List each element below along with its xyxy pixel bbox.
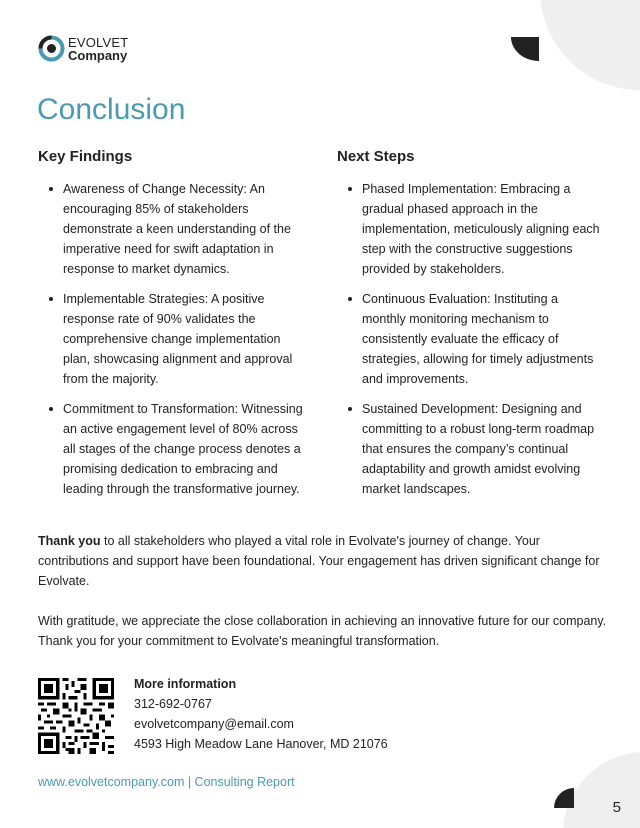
thank-you-paragraph (38, 531, 608, 591)
footer-text: www.evolvetcompany.com | Consulting Report (38, 775, 295, 789)
contact-heading: More information (134, 677, 237, 691)
page-title: Conclusion (37, 93, 186, 126)
logo-name-line1: EVOLVET (68, 34, 129, 50)
contact-email: evolvetcompany@email.com (134, 717, 294, 731)
key-findings-list (38, 179, 306, 499)
key-findings-section (38, 147, 306, 509)
next-step-item: Continuous Evaluation: Instituting a monthly monitoring mechanism to consistently evaluate the efficacy of strategies, allowing for timely adjustments and improvements. (337, 289, 605, 389)
contact-address: 4593 High Meadow Lane Hanover, MD 21076 (134, 737, 388, 751)
next-step-item: Sustained Development: Designing and committing to a robust long-term roadmap that ensures the company’s continual adaptability and growth amidst evolving market landscapes. (337, 399, 605, 499)
page-number: 5 (612, 799, 621, 816)
logo-ring-icon (38, 35, 65, 62)
qr-code (38, 678, 114, 754)
logo-name-line2: Company (68, 47, 128, 63)
thank-you-text: to all stakeholders who played a vital role in Evolvate's journey of change. Your contributions and support have been foundational. Your engagement has driven significant change for Evolvate. (38, 534, 600, 588)
next-step-item: Phased Implementation: Embracing a gradual phased approach in the implementation, meticulously aligning each step with the constructive suggestions provided by stakeholders. (337, 179, 605, 279)
next-steps-list (337, 179, 605, 499)
logo-text (68, 36, 128, 62)
key-finding-item: Awareness of Change Necessity: An encouraging 85% of stakeholders demonstrate a keen understanding of the imperative need for swift adaptation in response to market dynamics. (38, 179, 306, 279)
key-finding-item: Commitment to Transformation: Witnessing an active engagement level of 80% across all stages of the change process denotes a promising dedication to embracing and leading through the transformative journey. (38, 399, 306, 499)
decorative-shape-top (460, 0, 640, 90)
thank-you-bold: Thank you (38, 534, 101, 548)
contact-info (134, 674, 388, 754)
next-steps-section (337, 147, 605, 509)
next-steps-heading: Next Steps (337, 148, 415, 165)
contact-phone: 312-692-0767 (134, 697, 212, 711)
key-finding-item: Implementable Strategies: A positive response rate of 90% validates the comprehensive change implementation plan, showcasing alignment and approval from the majority. (38, 289, 306, 389)
gratitude-paragraph: With gratitude, we appreciate the close collaboration in achieving an innovative future for our company. Thank you for your commitment to Evolvate's meaningful transformation. (38, 614, 607, 648)
key-findings-heading: Key Findings (38, 148, 133, 165)
company-logo (38, 35, 128, 62)
decorative-shape-bottom (550, 736, 640, 828)
